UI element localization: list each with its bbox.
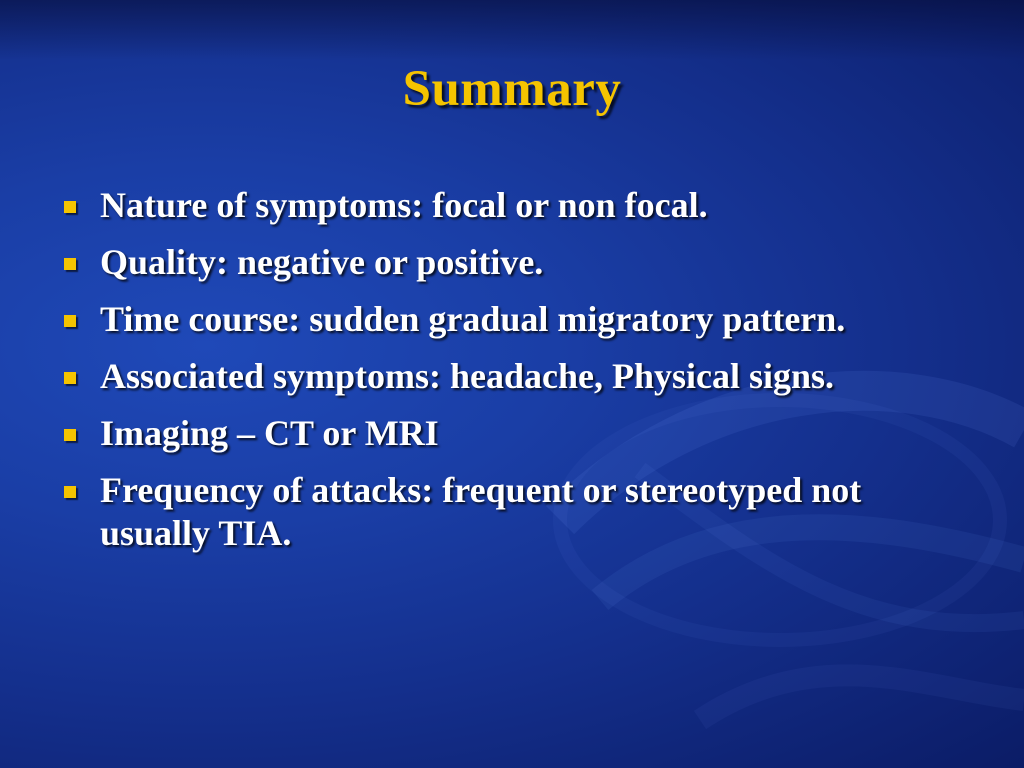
square-bullet-icon — [64, 201, 76, 213]
bullet-text: Imaging – CT or MRI — [100, 413, 439, 453]
bullet-text: Time course: sudden gradual migratory pattern. — [100, 299, 846, 339]
bullet-item — [60, 298, 960, 341]
bullet-text: Associated symptoms: headache, Physical signs. — [100, 356, 835, 396]
bullet-item — [60, 184, 960, 227]
square-bullet-icon — [64, 315, 76, 327]
bullet-item — [60, 469, 960, 555]
bullet-list — [60, 184, 960, 569]
square-bullet-icon — [64, 372, 76, 384]
bullet-text: Frequency of attacks: frequent or stereotyped not usually TIA. — [100, 470, 862, 553]
bullet-item — [60, 412, 960, 455]
slide-title: Summary — [402, 61, 622, 117]
square-bullet-icon — [64, 429, 76, 441]
bullet-item — [60, 241, 960, 284]
bullet-text: Nature of symptoms: focal or non focal. — [100, 185, 708, 225]
square-bullet-icon — [64, 486, 76, 498]
square-bullet-icon — [64, 258, 76, 270]
bullet-text: Quality: negative or positive. — [100, 242, 544, 282]
bullet-item — [60, 355, 960, 398]
